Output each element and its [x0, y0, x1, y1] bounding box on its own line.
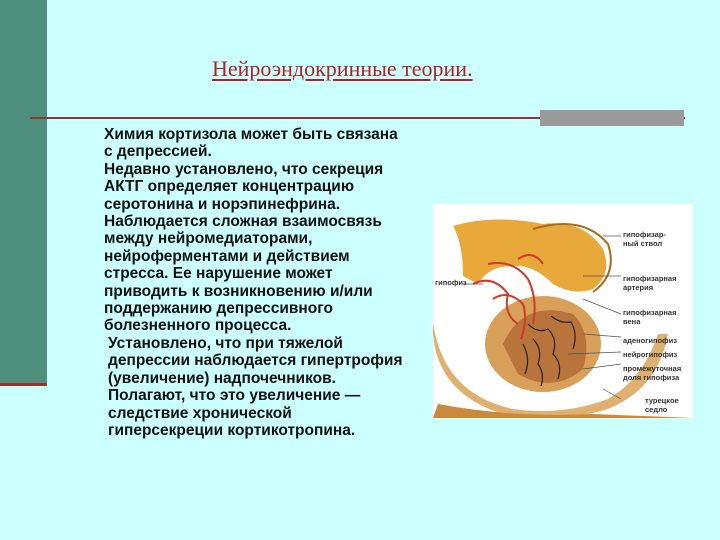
slide-body [104, 126, 404, 439]
side-decor-accent [0, 383, 47, 386]
paragraph-3: Установлено, что при тяжелой депрессии наблюдается гипертрофия (увеличение) надпочечников. Полагают, что это увеличение — следствие хронической гиперсекреции кортикотропина. [108, 334, 403, 439]
paragraph-1: Химия кортизола может быть связана с депрессией. [104, 126, 398, 161]
label-sella: турецкое седло [645, 396, 679, 414]
label-adeno: аденогипофиз [623, 336, 677, 345]
label-intermediate: промежуточная доля гипофиза [623, 364, 682, 382]
label-stalk: гипофизар- ный ствол [623, 230, 666, 248]
paragraph-2: Недавно установлено, что секреция АКТГ определяет концентрацию серотонина и норэпинефрина. Наблюдается сложная взаимосвязь между нейромедиаторами, нейроферментами и действием стресса. Ее нарушение может приводить к возникновению и/или поддержанию депрессивного болезненного процесса. [104, 160, 384, 335]
label-vein: гипофизарная вена [623, 308, 677, 326]
label-neuro: нейрогипофиз [623, 350, 678, 359]
side-decor-bar [0, 0, 47, 386]
label-artery: гипофизарная артерия [623, 274, 677, 292]
slide-title: Нейроэндокринные теории. [212, 56, 473, 81]
pituitary-illustration [433, 204, 693, 418]
label-hypophysis: гипофиз [435, 278, 467, 287]
title-decor-block [540, 110, 684, 126]
